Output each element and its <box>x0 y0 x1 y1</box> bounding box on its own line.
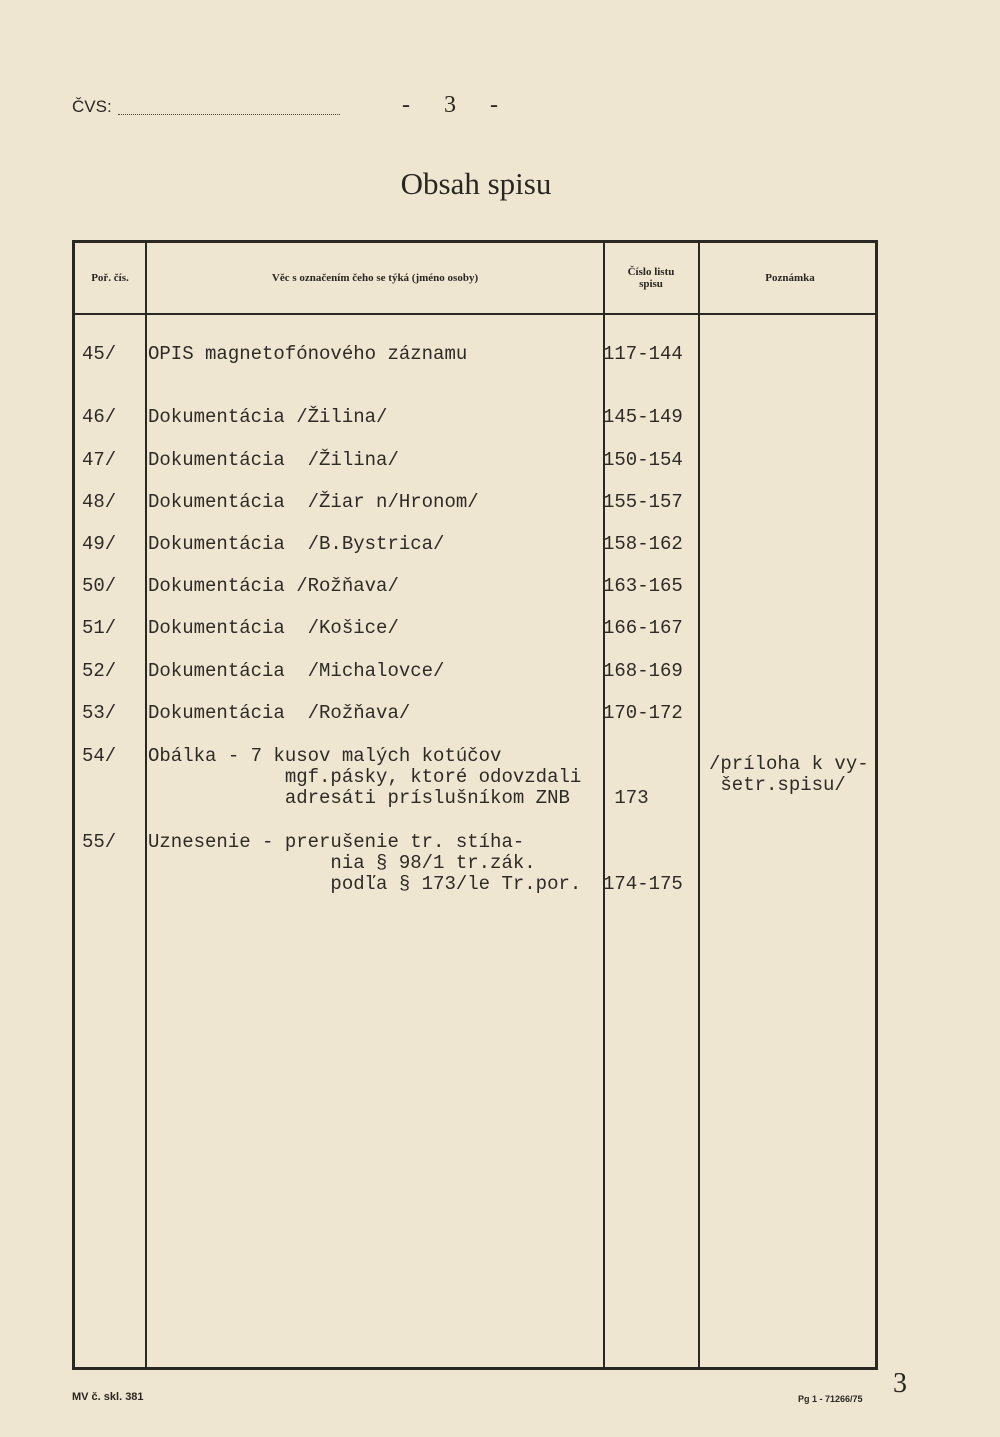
cvs-dotted-line <box>118 114 340 115</box>
header-divider <box>75 313 875 315</box>
row-number: 50/ <box>82 575 117 597</box>
row-pages: 173 <box>603 787 649 809</box>
row-subject: Dokumentácia /Žilina/ <box>148 406 388 428</box>
page-number: - 3 - <box>402 92 512 118</box>
row-number: 47/ <box>82 449 117 471</box>
row-pages: 163-165 <box>603 575 683 597</box>
column-header-note: Poznámka <box>765 272 815 284</box>
row-subject: OPIS magnetofónového záznamu <box>148 343 468 365</box>
row-number: 46/ <box>82 406 117 428</box>
column-header-number: Poř. čís. <box>91 272 129 284</box>
handwritten-page-number: 3 <box>893 1368 907 1399</box>
row-subject: Dokumentácia /Žiar n/Hronom/ <box>148 491 479 513</box>
row-number: 48/ <box>82 491 117 513</box>
form-code: MV č. skl. 381 <box>72 1391 144 1403</box>
row-subject: Dokumentácia /Michalovce/ <box>148 660 445 682</box>
row-number: 49/ <box>82 533 117 555</box>
column-divider <box>145 243 147 1367</box>
column-divider <box>698 243 700 1367</box>
column-header-subject: Věc s označením čeho se týká (jméno osoby) <box>271 272 479 284</box>
row-pages: 158-162 <box>603 533 683 555</box>
row-number: 54/ <box>82 745 117 767</box>
row-pages: 170-172 <box>603 702 683 724</box>
column-header-pages: Číslo listu spisu <box>627 266 675 290</box>
row-subject: Dokumentácia /Rožňava/ <box>148 702 411 724</box>
row-subject: Dokumentácia /Rožňava/ <box>148 575 399 597</box>
row-number: 52/ <box>82 660 117 682</box>
row-subject: Dokumentácia /Košice/ <box>148 617 399 639</box>
row-pages: 168-169 <box>603 660 683 682</box>
row-subject: Obálka - 7 kusov malých kotúčov mgf.pásky, ktoré odovzdali adresáti príslušníkom ZNB <box>148 745 582 809</box>
page-title: Obsah spisu <box>400 166 552 201</box>
row-pages: 174-175 <box>603 873 683 895</box>
cvs-label: ČVS: <box>72 97 112 116</box>
row-number: 51/ <box>82 617 117 639</box>
row-note: /príloha k vy- šetr.spisu/ <box>709 753 869 796</box>
row-subject: Dokumentácia /Žilina/ <box>148 449 399 471</box>
row-number: 53/ <box>82 702 117 724</box>
contents-table <box>72 240 878 1370</box>
row-pages: 150-154 <box>603 449 683 471</box>
row-subject: Dokumentácia /B.Bystrica/ <box>148 533 445 555</box>
row-pages: 145-149 <box>603 406 683 428</box>
print-code: Pg 1 - 71266/75 <box>798 1394 863 1404</box>
row-number: 55/ <box>82 831 117 853</box>
row-pages: 155-157 <box>603 491 683 513</box>
row-pages: 117-144 <box>603 343 683 365</box>
row-pages: 166-167 <box>603 617 683 639</box>
row-number: 45/ <box>82 343 117 365</box>
row-subject: Uznesenie - prerušenie tr. stíha- nia § 98/1 tr.zák. podľa § 173/le Tr.por. <box>148 831 582 895</box>
